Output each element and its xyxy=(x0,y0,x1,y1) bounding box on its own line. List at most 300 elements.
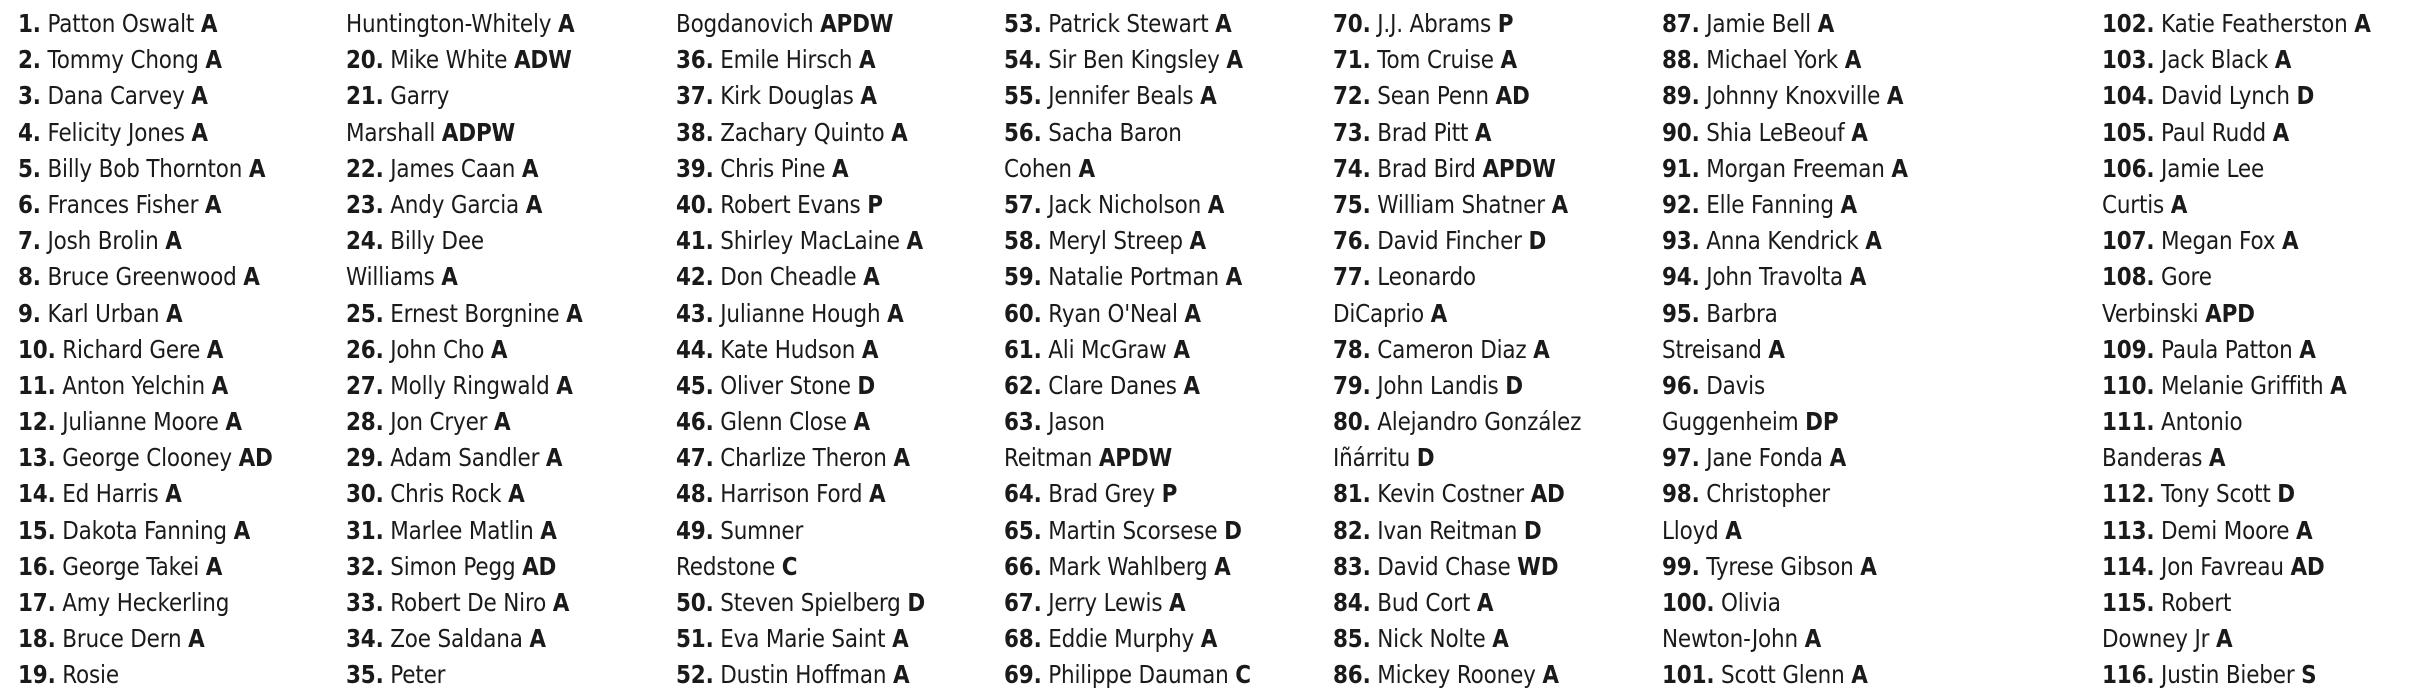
item-number: 73. xyxy=(1333,117,1371,147)
role-code: A xyxy=(557,9,575,38)
role-code: A xyxy=(891,117,908,147)
list-item xyxy=(346,296,630,332)
list-item xyxy=(1333,476,1617,512)
list-item xyxy=(676,657,960,693)
list-item xyxy=(1333,585,1617,621)
role-code: S xyxy=(2301,660,2317,690)
person-name: David Lynch xyxy=(2161,81,2290,111)
list-item xyxy=(2102,115,2386,151)
item-number: 65. xyxy=(1004,515,1042,545)
person-name: Marlee Matlin xyxy=(390,515,534,545)
list-item xyxy=(2102,440,2386,476)
list-item xyxy=(1333,404,1617,440)
person-name: David Fincher xyxy=(1377,226,1522,256)
list-item xyxy=(1662,151,1946,187)
item-number: 35. xyxy=(346,660,384,690)
role-code: A xyxy=(205,551,223,581)
person-name: Sumner xyxy=(720,515,804,545)
item-number: 17. xyxy=(18,588,56,617)
list-item xyxy=(18,151,302,187)
person-name: Zachary Quinto xyxy=(720,117,885,147)
item-number: 66. xyxy=(1004,551,1042,581)
person-name: Kevin Costner xyxy=(1377,479,1524,509)
list-item xyxy=(1333,151,1617,187)
list-item xyxy=(1004,476,1288,512)
list-item xyxy=(346,513,630,549)
role-code: A xyxy=(243,262,260,292)
list-item xyxy=(1004,78,1288,114)
item-number: 34. xyxy=(346,624,384,654)
role-code: A xyxy=(906,226,924,256)
person-name: Robert De Niro xyxy=(390,588,547,617)
item-number: 103. xyxy=(2102,45,2155,75)
person-name: Billy Dee xyxy=(390,226,484,256)
person-name: Jack Black xyxy=(2161,45,2269,75)
item-number: 83. xyxy=(1333,551,1371,581)
person-name: Reitman xyxy=(1004,443,1093,473)
role-code: A xyxy=(529,624,546,654)
person-name: Amy Heckerling xyxy=(62,588,230,617)
person-name: Glenn Close xyxy=(720,407,847,437)
list-item xyxy=(1333,6,1617,42)
item-number: 91. xyxy=(1662,153,1700,183)
item-number: 109. xyxy=(2102,334,2155,364)
list-item xyxy=(1662,296,1946,332)
role-code: A xyxy=(441,262,458,292)
list-item xyxy=(346,332,630,368)
item-number: 10. xyxy=(18,334,56,364)
person-name: Lloyd xyxy=(1662,515,1719,545)
role-code: DP xyxy=(1805,407,1839,437)
list-item xyxy=(2102,585,2386,621)
person-name: Cohen xyxy=(1004,153,1072,183)
item-number: 59. xyxy=(1004,262,1042,292)
role-code: A xyxy=(1492,624,1509,654)
person-name: Sacha Baron xyxy=(1048,117,1182,147)
person-name: Rosie xyxy=(62,660,119,690)
person-name: Oliver Stone xyxy=(720,370,851,400)
person-name: Patton Oswalt xyxy=(47,9,195,38)
role-code: D xyxy=(1528,226,1547,256)
role-code: A xyxy=(1226,45,1243,75)
item-number: 47. xyxy=(676,443,714,473)
list-item xyxy=(676,187,960,223)
list-item xyxy=(18,513,302,549)
role-code: A xyxy=(1891,153,1908,183)
item-number: 101. xyxy=(1662,660,1715,690)
list-item xyxy=(2102,476,2386,512)
role-code: A xyxy=(525,189,543,219)
list-item xyxy=(346,6,630,42)
item-number: 99. xyxy=(1662,551,1700,581)
person-name: Zoe Saldana xyxy=(390,624,523,654)
person-name: Nick Nolte xyxy=(1377,624,1486,654)
item-number: 19. xyxy=(18,660,56,690)
list-column-4 xyxy=(1004,6,1334,694)
item-number: 97. xyxy=(1662,443,1700,473)
list-item xyxy=(676,621,960,657)
role-code: ADW xyxy=(513,45,572,75)
list-item xyxy=(676,585,960,621)
item-number: 53. xyxy=(1004,9,1042,38)
item-number: 49. xyxy=(676,515,714,545)
person-name: Shirley MacLaine xyxy=(720,226,900,256)
list-item xyxy=(2102,259,2386,295)
role-code: A xyxy=(191,117,208,147)
item-number: 2. xyxy=(18,45,41,75)
list-item xyxy=(1004,151,1288,187)
list-item xyxy=(676,223,960,259)
list-item xyxy=(2102,332,2386,368)
role-code: A xyxy=(200,9,218,38)
role-code: A xyxy=(211,370,229,400)
person-name: Ryan O'Neal xyxy=(1048,298,1178,328)
person-name: Josh Brolin xyxy=(47,226,159,256)
person-name: Katie Featherston xyxy=(2161,9,2348,38)
item-number: 78. xyxy=(1333,334,1371,364)
item-number: 88. xyxy=(1662,45,1700,75)
item-number: 114. xyxy=(2102,551,2155,581)
item-number: 32. xyxy=(346,551,384,581)
person-name: Paul Rudd xyxy=(2161,117,2266,147)
role-code: A xyxy=(1474,117,1492,147)
item-number: 77. xyxy=(1333,262,1371,292)
person-name: Banderas xyxy=(2102,443,2203,473)
person-name: Bruce Dern xyxy=(62,624,182,654)
list-item xyxy=(18,440,302,476)
person-name: Megan Fox xyxy=(2161,226,2276,256)
person-name: Tommy Chong xyxy=(47,45,199,75)
role-code: A xyxy=(1183,370,1200,400)
person-name: Billy Bob Thornton xyxy=(47,153,243,183)
person-name: Kirk Douglas xyxy=(720,81,854,111)
person-name: Jamie Bell xyxy=(1706,9,1811,38)
list-item xyxy=(1004,296,1288,332)
role-code: A xyxy=(2272,117,2290,147)
item-number: 71. xyxy=(1333,45,1371,75)
person-name: J.J. Abrams xyxy=(1377,9,1492,38)
person-name: Newton-John xyxy=(1662,624,1798,654)
person-name: Ali McGraw xyxy=(1048,334,1167,364)
item-number: 57. xyxy=(1004,189,1042,219)
person-name: Dana Carvey xyxy=(47,81,185,111)
person-name: Clare Danes xyxy=(1048,370,1177,400)
list-item xyxy=(1333,115,1617,151)
list-item xyxy=(1662,513,1946,549)
item-number: 56. xyxy=(1004,117,1042,147)
role-code: A xyxy=(1078,153,1095,183)
role-code: AD xyxy=(1495,81,1530,111)
list-item xyxy=(18,549,302,585)
list-item xyxy=(1333,332,1617,368)
role-code: A xyxy=(493,407,511,437)
list-item xyxy=(18,187,302,223)
list-item xyxy=(676,440,960,476)
person-name: Brad Bird xyxy=(1377,153,1476,183)
item-number: 95. xyxy=(1662,298,1700,328)
list-item xyxy=(346,223,630,259)
list-item xyxy=(2102,223,2386,259)
person-name: Molly Ringwald xyxy=(390,370,550,400)
item-number: 51. xyxy=(676,624,714,654)
list-column-3 xyxy=(676,6,1006,694)
list-item xyxy=(1333,78,1617,114)
role-code: P xyxy=(1497,9,1514,38)
list-item xyxy=(1004,368,1288,404)
person-name: Jennifer Beals xyxy=(1048,81,1194,111)
list-item xyxy=(18,404,302,440)
person-name: Dakota Fanning xyxy=(62,515,227,545)
role-code: A xyxy=(165,226,182,256)
item-number: 108. xyxy=(2102,262,2155,292)
role-code: A xyxy=(233,515,251,545)
person-name: George Clooney xyxy=(62,443,232,473)
role-code: AD xyxy=(522,551,557,581)
item-number: 100. xyxy=(1662,588,1715,617)
role-code: D xyxy=(1523,515,1542,545)
item-number: 33. xyxy=(346,588,384,617)
item-number: 45. xyxy=(676,370,714,400)
item-number: 55. xyxy=(1004,81,1042,111)
person-name: Meryl Streep xyxy=(1048,226,1183,256)
item-number: 106. xyxy=(2102,153,2155,183)
role-code: A xyxy=(831,153,849,183)
item-number: 92. xyxy=(1662,189,1700,219)
list-column-2 xyxy=(346,6,676,694)
person-name: Alejandro González xyxy=(1377,407,1582,437)
item-number: 111. xyxy=(2102,407,2155,437)
list-item xyxy=(2102,657,2386,693)
list-item xyxy=(346,549,630,585)
list-item xyxy=(346,476,630,512)
person-name: Don Cheadle xyxy=(720,262,857,292)
list-item xyxy=(676,296,960,332)
list-item xyxy=(676,549,960,585)
role-code: APDW xyxy=(1482,153,1556,183)
item-number: 72. xyxy=(1333,81,1371,111)
person-name: Williams xyxy=(346,262,435,292)
item-number: 5. xyxy=(18,153,41,183)
role-code: ADPW xyxy=(441,117,516,147)
list-item xyxy=(1333,259,1617,295)
item-number: 37. xyxy=(676,81,714,111)
person-name: Davis xyxy=(1706,370,1766,400)
list-item xyxy=(1004,585,1288,621)
list-item xyxy=(676,404,960,440)
list-item xyxy=(346,259,630,295)
role-code: A xyxy=(1551,189,1569,219)
person-name: Cameron Diaz xyxy=(1377,334,1527,364)
list-item xyxy=(346,78,630,114)
item-number: 21. xyxy=(346,81,384,111)
list-column-5 xyxy=(1333,6,1663,694)
list-item xyxy=(18,621,302,657)
role-code: A xyxy=(2216,624,2233,654)
list-item xyxy=(1333,223,1617,259)
role-code: WD xyxy=(1517,551,1559,581)
person-name: Robert Evans xyxy=(720,189,861,219)
list-item xyxy=(18,657,302,693)
person-name: Barbra xyxy=(1706,298,1778,328)
list-column-7 xyxy=(2102,6,2410,694)
person-name: Anton Yelchin xyxy=(62,370,205,400)
person-name: John Landis xyxy=(1377,370,1499,400)
role-code: A xyxy=(1533,334,1550,364)
item-number: 14. xyxy=(18,479,56,509)
list-item xyxy=(2102,404,2386,440)
person-name: Olivia xyxy=(1721,588,1781,617)
person-name: Ivan Reitman xyxy=(1377,515,1518,545)
list-item xyxy=(346,404,630,440)
role-code: A xyxy=(1725,515,1742,545)
role-code: C xyxy=(1235,660,1251,690)
role-code: A xyxy=(2282,226,2299,256)
item-number: 41. xyxy=(676,226,714,256)
item-number: 7. xyxy=(18,226,41,256)
item-number: 87. xyxy=(1662,9,1700,38)
list-item xyxy=(18,223,302,259)
person-name: Justin Bieber xyxy=(2161,660,2295,690)
role-code: A xyxy=(1200,81,1217,111)
person-name: Philippe Dauman xyxy=(1048,660,1229,690)
list-item xyxy=(1004,42,1288,78)
person-name: Felicity Jones xyxy=(47,117,185,147)
list-item xyxy=(346,42,630,78)
list-item xyxy=(1333,621,1617,657)
role-code: A xyxy=(1860,551,1877,581)
role-code: APDW xyxy=(1098,443,1173,473)
item-number: 94. xyxy=(1662,262,1700,292)
person-name: Tom Cruise xyxy=(1377,45,1494,75)
role-code: D xyxy=(907,588,926,617)
list-item xyxy=(1662,549,1946,585)
person-name: Curtis xyxy=(2102,189,2165,219)
role-code: A xyxy=(853,407,871,437)
list-item xyxy=(18,259,302,295)
role-code: A xyxy=(206,334,224,364)
role-code: A xyxy=(2354,9,2371,38)
item-number: 60. xyxy=(1004,298,1042,328)
role-code: A xyxy=(188,624,205,654)
list-item xyxy=(18,585,302,621)
role-code: A xyxy=(1768,334,1785,364)
item-number: 115. xyxy=(2102,588,2155,617)
person-name: Iñárritu xyxy=(1333,443,1411,473)
role-code: A xyxy=(205,45,222,75)
role-code: A xyxy=(1840,189,1857,219)
person-name: Chris Rock xyxy=(390,479,502,509)
item-number: 4. xyxy=(18,117,41,147)
person-name: Antonio xyxy=(2161,407,2243,437)
person-name: John Travolta xyxy=(1706,262,1844,292)
item-number: 104. xyxy=(2102,81,2155,111)
person-name: Brad Grey xyxy=(1048,479,1155,509)
person-name: Elle Fanning xyxy=(1706,189,1834,219)
list-item xyxy=(1333,368,1617,404)
item-number: 110. xyxy=(2102,370,2155,400)
person-name: Jason xyxy=(1048,407,1105,437)
person-name: Adam Sandler xyxy=(390,443,540,473)
role-code: A xyxy=(2208,443,2226,473)
item-number: 82. xyxy=(1333,515,1371,545)
role-code: AD xyxy=(238,443,273,473)
list-item xyxy=(1004,259,1288,295)
list-item xyxy=(346,440,630,476)
list-item xyxy=(1004,657,1288,693)
role-code: A xyxy=(1169,588,1186,617)
role-code: A xyxy=(521,153,539,183)
person-name: Dustin Hoffman xyxy=(720,660,887,690)
person-name: Sean Penn xyxy=(1377,81,1489,111)
role-code: APD xyxy=(2205,298,2255,328)
person-name: Shia LeBeouf xyxy=(1706,117,1845,147)
list-column-1 xyxy=(18,6,348,694)
person-name: Ernest Borgnine xyxy=(390,298,560,328)
list-item xyxy=(676,6,960,42)
list-item xyxy=(18,115,302,151)
list-item xyxy=(676,78,960,114)
list-item xyxy=(1333,513,1617,549)
list-item xyxy=(676,42,960,78)
person-name: Johnny Knoxville xyxy=(1706,81,1881,111)
person-name: Julianne Hough xyxy=(720,298,881,328)
person-name: Bogdanovich xyxy=(676,9,814,38)
person-name: Emile Hirsch xyxy=(720,45,853,75)
role-code: A xyxy=(2330,370,2347,400)
role-code: A xyxy=(892,660,910,690)
list-item xyxy=(1662,332,1946,368)
list-item xyxy=(346,621,630,657)
role-code: A xyxy=(1500,45,1517,75)
item-number: 12. xyxy=(18,407,56,437)
role-code: A xyxy=(2170,189,2188,219)
role-code: A xyxy=(1849,262,1867,292)
item-number: 3. xyxy=(18,81,41,111)
person-name: Downey Jr xyxy=(2102,624,2210,654)
role-code: A xyxy=(1173,334,1190,364)
role-code: A xyxy=(545,443,563,473)
person-name: Garry xyxy=(390,81,450,111)
person-name: Harrison Ford xyxy=(720,479,863,509)
person-name: Jon Favreau xyxy=(2161,551,2284,581)
person-name: Mark Wahlberg xyxy=(1048,551,1208,581)
item-number: 23. xyxy=(346,189,384,219)
role-code: A xyxy=(204,189,222,219)
role-code: A xyxy=(868,479,886,509)
item-number: 107. xyxy=(2102,226,2155,256)
item-number: 64. xyxy=(1004,479,1042,509)
person-name: Streisand xyxy=(1662,334,1762,364)
role-code: A xyxy=(225,407,242,437)
person-name: Marshall xyxy=(346,117,436,147)
item-number: 38. xyxy=(676,117,714,147)
role-code: A xyxy=(508,479,525,509)
role-code: AD xyxy=(1530,479,1565,509)
list-item xyxy=(1004,621,1288,657)
person-name: David Chase xyxy=(1377,551,1511,581)
person-name: Michael York xyxy=(1706,45,1839,75)
list-item xyxy=(2102,42,2386,78)
role-code: A xyxy=(490,334,508,364)
role-code: D xyxy=(1505,370,1523,400)
item-number: 9. xyxy=(18,298,41,328)
item-number: 67. xyxy=(1004,588,1042,617)
role-code: D xyxy=(2296,81,2315,111)
list-item xyxy=(346,368,630,404)
item-number: 102. xyxy=(2102,9,2155,38)
role-code: APDW xyxy=(820,9,894,38)
list-item xyxy=(1004,187,1288,223)
